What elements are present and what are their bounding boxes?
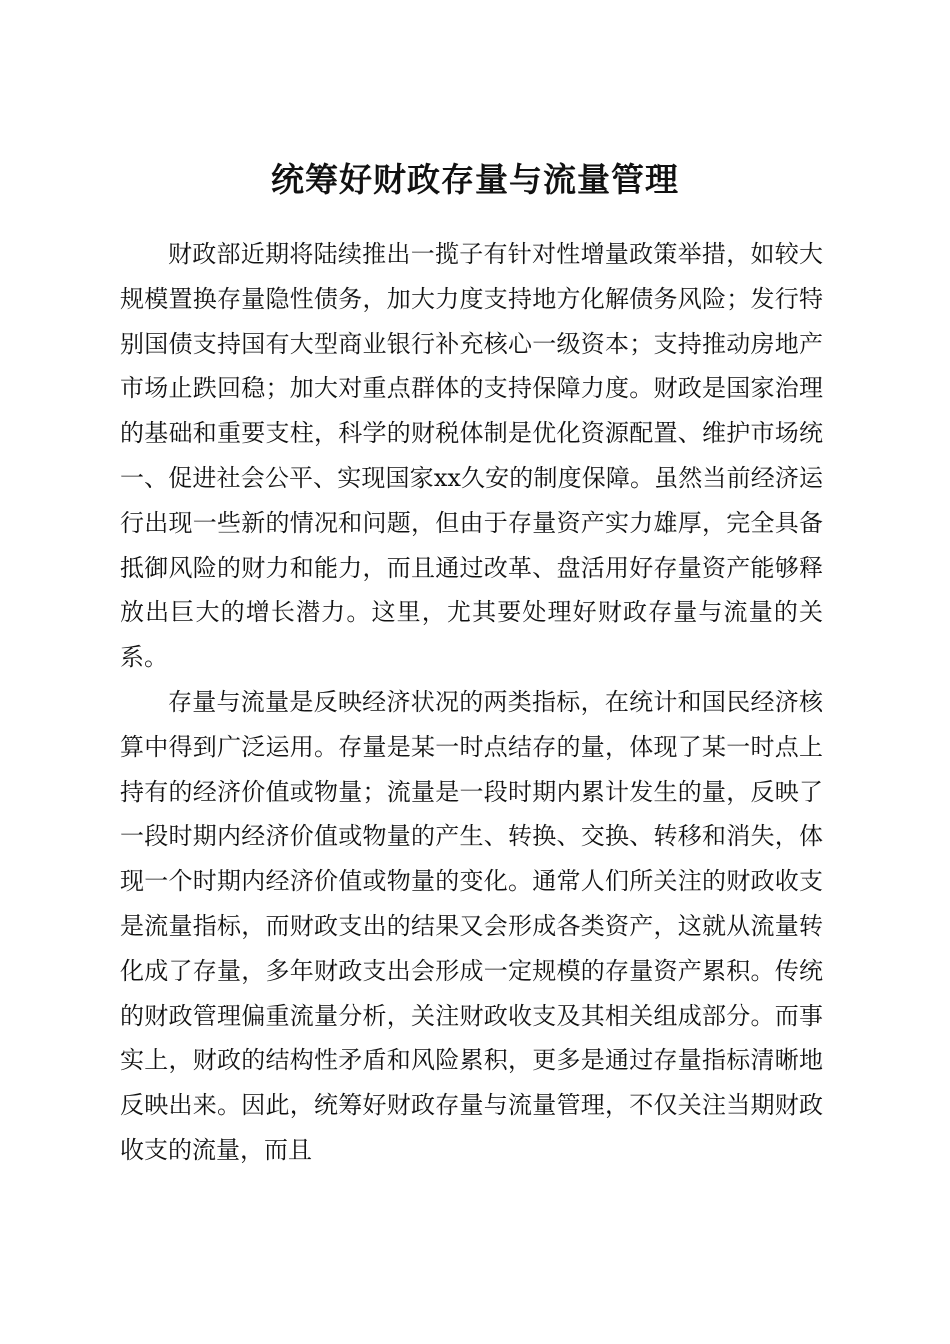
paragraph-2: 存量与流量是反映经济状况的两类指标，在统计和国民经济核算中得到广泛运用。存量是某一时点结存的量，体现了某一时点上持有的经济价值或物量；流量是一段时期内累计发生的量，反映了一段时期内经济价值或物量的产生、转换、交换、转移和消失，体现一个时期内经济价值或物量的变化。通常人们所关注的财政收支是流量指标，而财政支出的结果又会形成各类资产，这就从流量转化成了存量，多年财政支出会形成一定规模的存量资产累积。传统的财政管理偏重流量分析，关注财政收支及其相关组成部分。而事实上，财政的结构性矛盾和风险累积，更多是通过存量指标清晰地反映出来。因此，统筹好财政存量与流量管理，不仅关注当期财政收支的流量，而且: [120, 687, 823, 1164]
document-body: [120, 232, 823, 1173]
paragraph-1: 财政部近期将陆续推出一揽子有针对性增量政策举措，如较大规模置换存量隐性债务，加大力度支持地方化解债务风险；发行特别国债支持国有大型商业银行补充核心一级资本；支持推动房地产市场止跌回稳；加大对重点群体的支持保障力度。财政是国家治理的基础和重要支柱，科学的财税体制是优化资源配置、维护市场统一、促进社会公平、实现国家xx久安的制度保障。虽然当前经济运行出现一些新的情况和问题，但由于存量资产实力雄厚，完全具备抵御风险的财力和能力，而且通过改革、盘活用好存量资产能够释放出巨大的增长潜力。这里，尤其要处理好财政存量与流量的关系。: [120, 240, 823, 672]
document-title: 统筹好财政存量与流量管理: [271, 160, 679, 200]
